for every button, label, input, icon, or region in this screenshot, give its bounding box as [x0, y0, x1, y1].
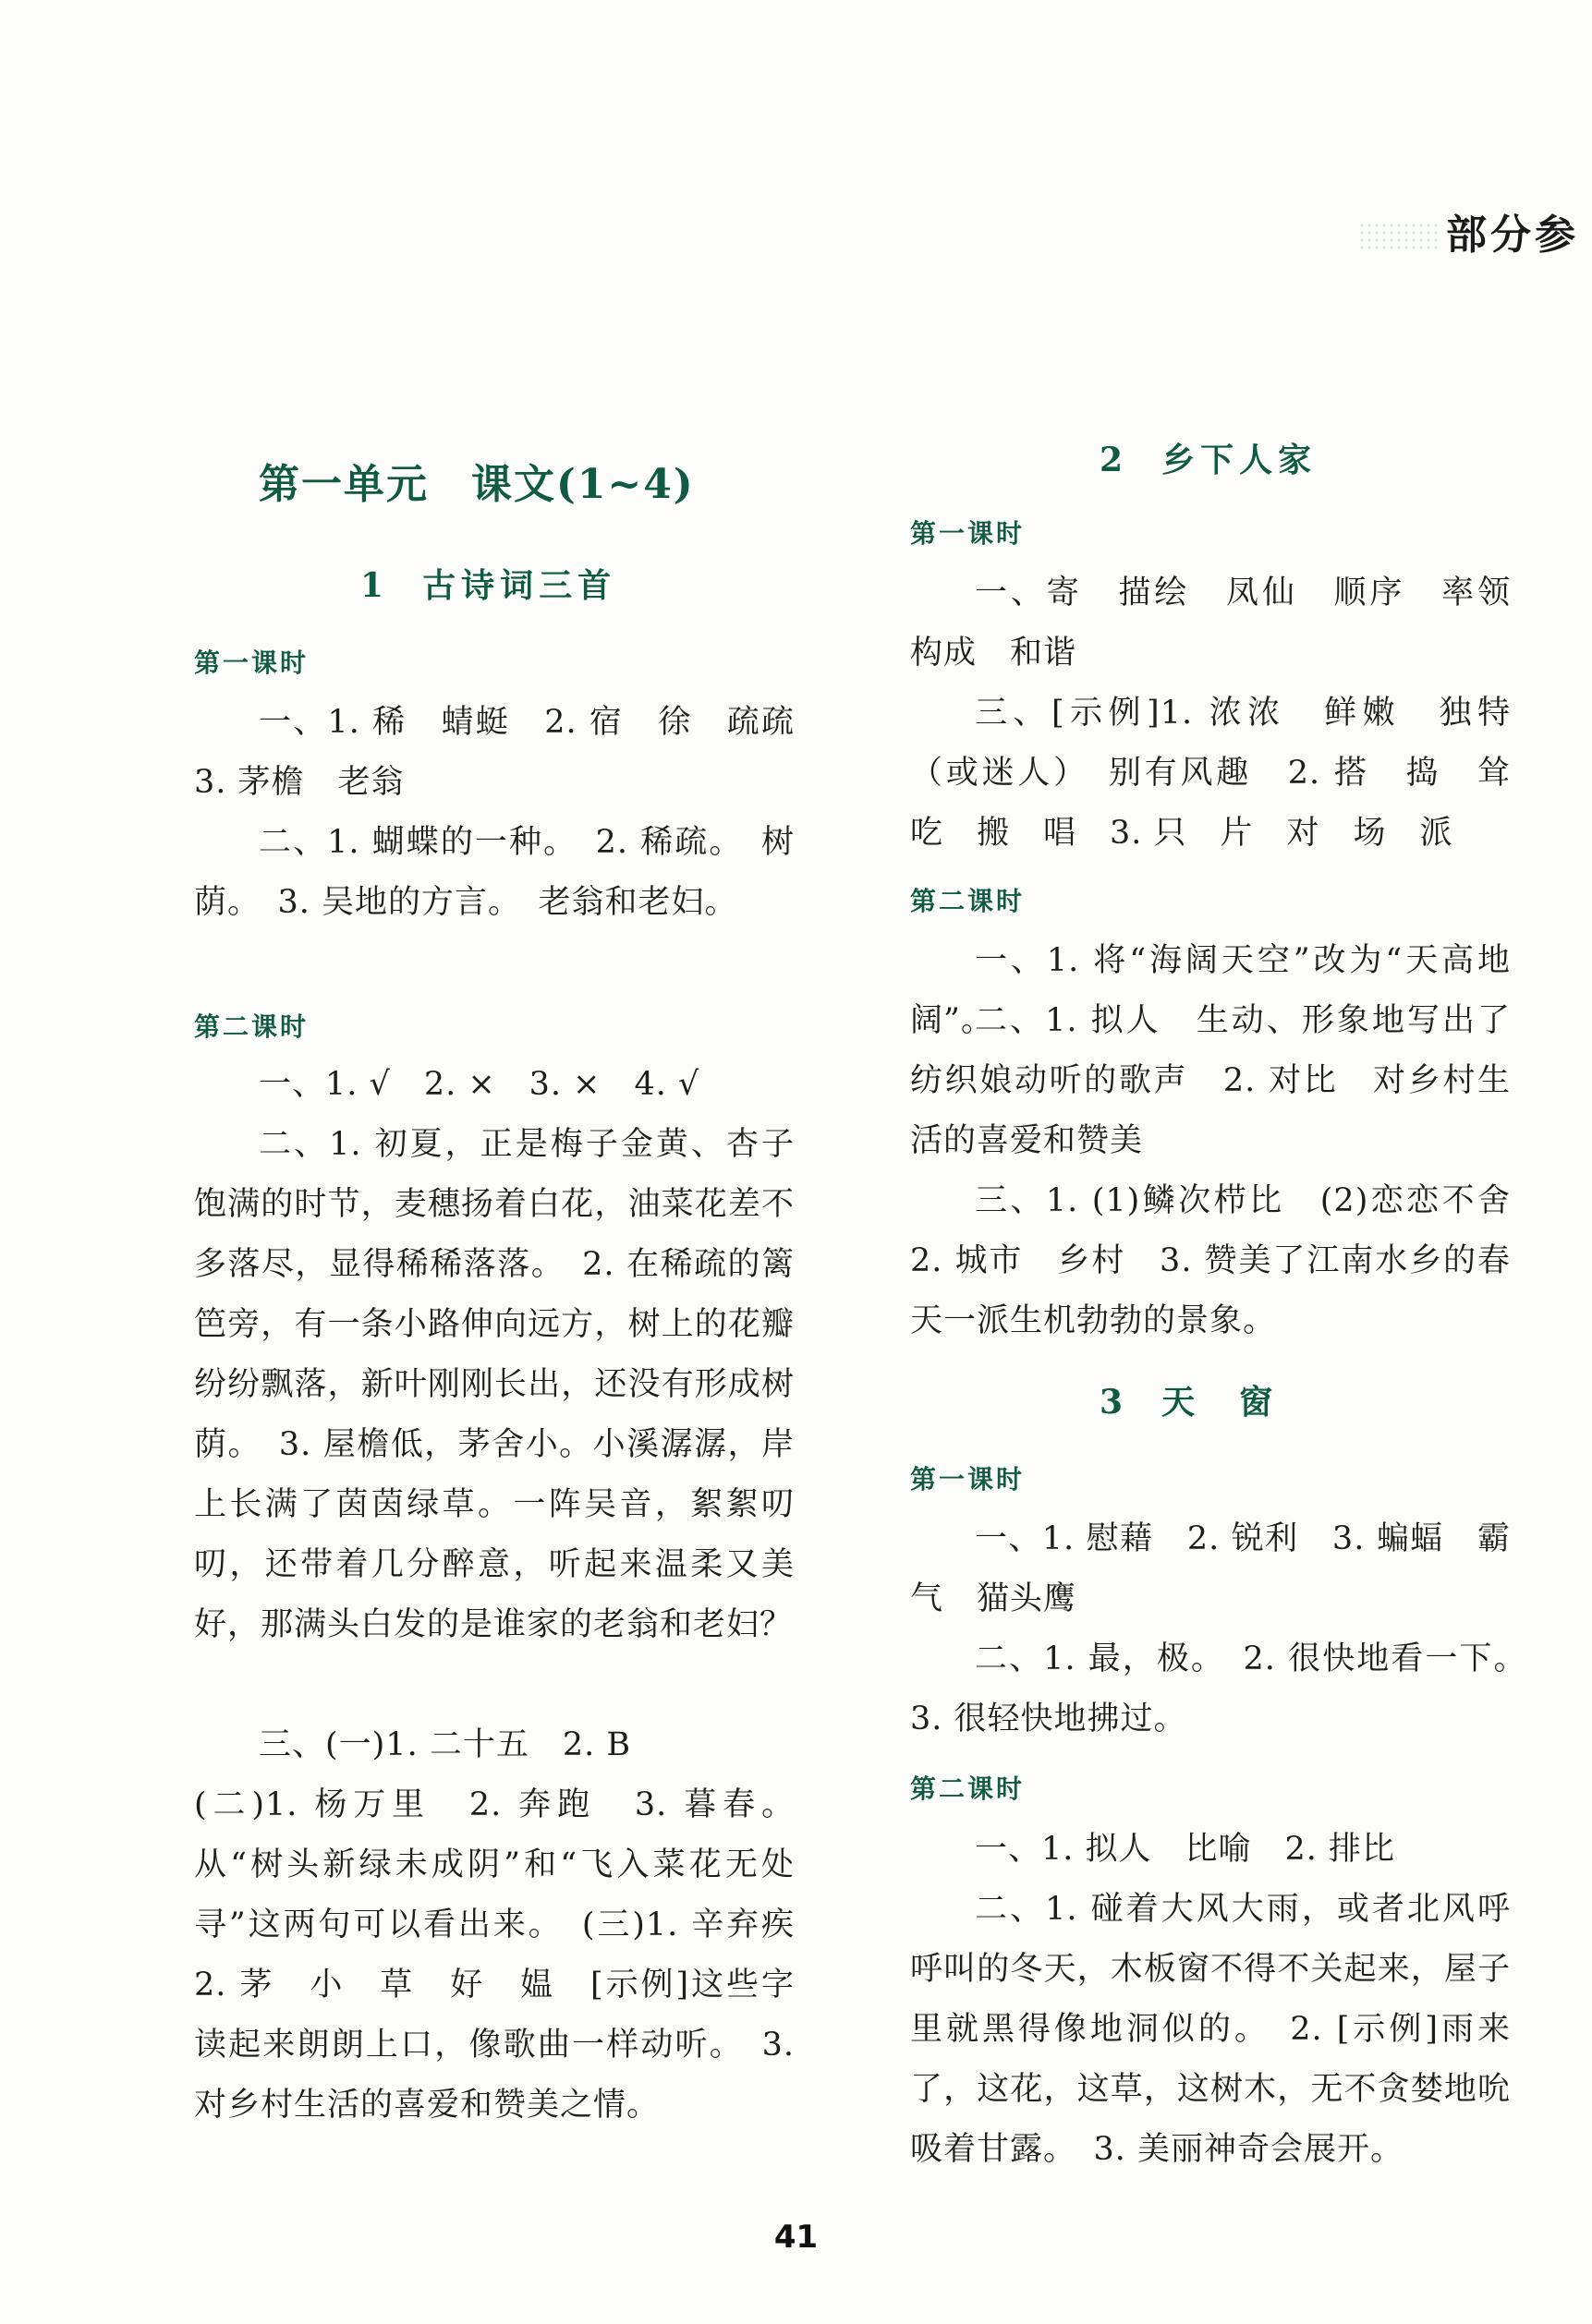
lesson-2-number: 2: [1100, 441, 1129, 479]
answer-l1-s2-q3b: (二)1. 杨万里 2. 奔跑 3. 暮春。从“树头新绿未成阴”和“飞入菜花无处寻”这两句可以看出来。 (三)1. 辛弃疾 2. 茅 小 草 好 媪 [示例]这些字读起来朗朗上口，像歌曲一样动听。 3. 对乡村生活的喜爱和赞美之情。: [194, 1786, 829, 2124]
answer-l1-s2-q3a: 三、(一)1. 二十五 2. B: [259, 1726, 632, 1763]
section-first-lesson-1: 第一课时: [194, 648, 310, 678]
section-second-lesson-2: 第二课时: [910, 886, 1026, 916]
answer-l2-s2-q2: 二、1. 拟人 生动、形象地写出了纺织娘动听的歌声 2. 对比 对乡村生活的喜爱和赞美: [910, 1002, 1511, 1159]
section-second-lesson-1: 第二课时: [194, 1011, 310, 1042]
answer-l3-s1-q2: 二、1. 最，极。 2. 很快地看一下。 3. 很轻快地拂过。: [910, 1640, 1545, 1737]
answer-l2-s1-q1: 一、寄 描绘 凤仙 顺序 率领 构成 和谐: [910, 575, 1545, 672]
answer-l1-s1-q2: 二、1. 蝴蝶的一种。 2. 稀疏。 树荫。 3. 吴地的方言。 老翁和老妇。: [194, 824, 795, 921]
answer-l2-s2-q3: 三、1. (1)鳞次栉比 (2)恋恋不舍 2. 城市 乡村 3. 赞美了江南水乡的春天一派生机勃勃的景象。: [910, 1182, 1545, 1339]
lesson-1-title: [360, 560, 616, 607]
answer-l1-s1-q1: 一、1. 稀 蜻蜓 2. 宿 徐 疏疏 3. 茅檐 老翁: [194, 704, 829, 801]
answer-l2-s2-q1: 一、1. 将“海阔天空”改为“天高地阔”。: [910, 942, 1511, 1039]
lesson-3-number: 3: [1100, 1383, 1129, 1422]
lesson-1-name: 古诗词三首: [422, 566, 617, 605]
lesson-3-title: [1100, 1376, 1278, 1423]
answer-l3-s1-q1: 一、1. 慰藉 2. 锐利 3. 蝙蝠 霸气 猫头鹰: [910, 1520, 1511, 1617]
answer-l2-s1-q3: 三、[示例]1. 浓浓 鲜嫩 独特（或迷人） 别有风趣 2. 搭 捣 耸 吃 搬 唱 3. 只 片 对 场 派: [910, 695, 1545, 852]
header-title: 部分参: [1446, 212, 1579, 259]
unit-title: 第一单元 课文(1~4): [259, 461, 695, 508]
lesson-2-name: 乡下人家: [1161, 441, 1318, 479]
section-first-lesson-3: 第一课时: [910, 1464, 1026, 1495]
header-decoration-dots: [1358, 222, 1441, 249]
answer-l1-s2-q2: 二、1. 初夏，正是梅子金黄、杏子饱满的时节，麦穗扬着白花，油菜花差不多落尽，显得稀稀落落。 2. 在稀疏的篱笆旁，有一条小路伸向远方，树上的花瓣纷纷飘落，新叶刚刚长出，还没有形成树荫。 3. 屋檐低，茅舍小。小溪潺潺，岸上长满了茵茵绿草。一阵吴音，絮絮叨叨，还带着几分醉意，听起来温柔又美好，那满头白发的是谁家的老翁和老妇？: [194, 1126, 795, 1643]
lesson-3-name: 天 窗: [1161, 1383, 1279, 1422]
section-second-lesson-3: 第二课时: [910, 1773, 1026, 1804]
page-number: 41: [773, 2219, 819, 2256]
lesson-1-number: 1: [360, 566, 390, 605]
answer-l3-s2-q1: 一、1. 拟人 比喻 2. 排比: [975, 1831, 1396, 1868]
answer-l1-s2-q1: 一、1. √ 2. × 3. × 4. √: [259, 1066, 700, 1103]
lesson-2-title: [1100, 434, 1317, 481]
section-first-lesson-2: 第一课时: [910, 518, 1026, 549]
answer-l3-s2-q2: 二、1. 碰着大风大雨，或者北风呼呼叫的冬天，木板窗不得不关起来，屋子里就黑得像地洞似的。 2. [示例]雨来了，这花，这草，这树木，无不贪婪地吮吸着甘露。 3. 美丽神奇会展开。: [910, 1891, 1511, 2168]
